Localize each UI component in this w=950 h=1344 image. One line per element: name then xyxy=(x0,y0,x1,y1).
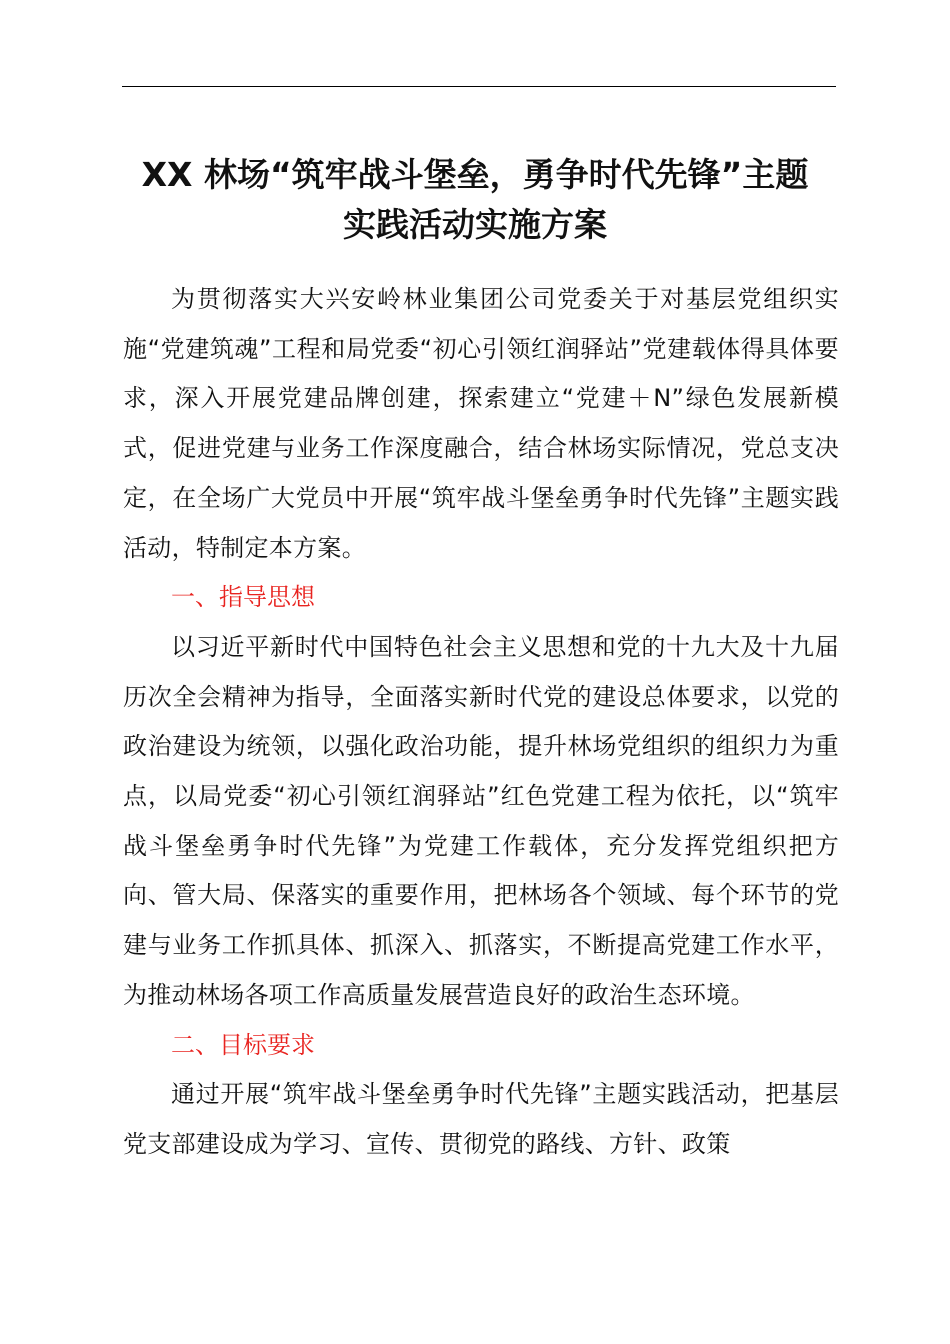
intro-paragraph: 为贯彻落实大兴安岭林业集团公司党委关于对基层党组织实施“党建筑魂”工程和局党委“初心引领红润驿站”党建载体得具体要求，深入开展党建品牌创建，探索建立“党建＋N”绿色发展新模式，促进党建与业务工作深度融合，结合林场实际情况，党总支决定，在全场广大党员中开展“筑牢战斗堡垒勇争时代先锋”主题实践活动，特制定本方案。 xyxy=(123,285,839,562)
header-rule xyxy=(122,86,836,87)
document-title xyxy=(100,150,850,250)
section-paragraph-guiding-ideology: 以习近平新时代中国特色社会主义思想和党的十九大及十九届历次全会精神为指导，全面落实新时代党的建设总体要求，以党的政治建设为统领，以强化政治功能，提升林场党组织的组织力为重点，以局党委“初心引领红润驿站”红色党建工程为依托，以“筑牢战斗堡垒勇争时代先锋”为党建工作载体，充分发挥党组织把方向、管大局、保落实的重要作用，把林场各个领域、每个环节的党建与业务工作抓具体、抓深入、抓落实，不断提高党建工作水平，为推动林场各项工作高质量发展营造良好的政治生态环境。 xyxy=(123,632,839,1009)
document-body xyxy=(123,275,839,1170)
title-line-1: XX 林场“筑牢战斗堡垒，勇争时代先锋”主题 xyxy=(141,155,809,194)
section-paragraph-goals: 通过开展“筑牢战斗堡垒勇争时代先锋”主题实践活动，把基层党支部建设成为学习、宣传、贯彻党的路线、方针、政策 xyxy=(123,1080,839,1158)
section-heading-goals: 二、目标要求 xyxy=(171,1030,315,1059)
section-heading-guiding-ideology: 一、指导思想 xyxy=(171,583,315,612)
title-line-2: 实践活动实施方案 xyxy=(343,205,607,244)
